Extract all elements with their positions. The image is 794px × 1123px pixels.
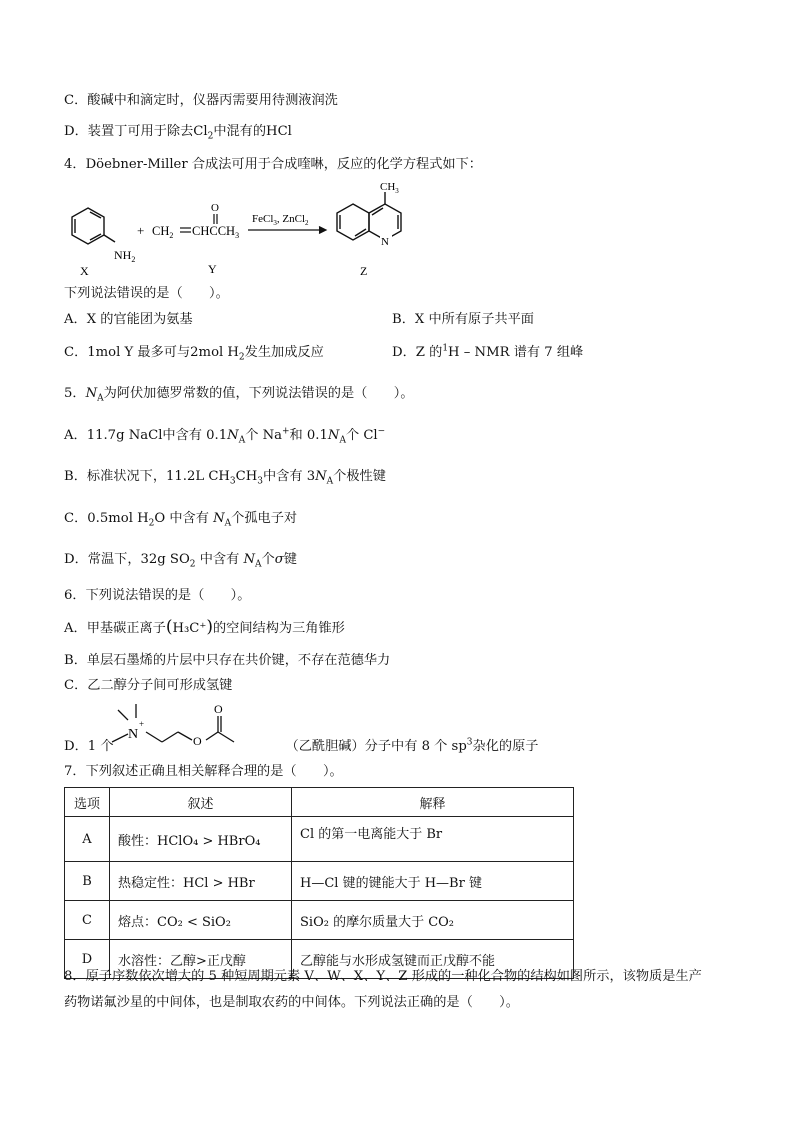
q5-option-d: D．常温下，32g $SO_2$ 中含有 $N_A$个σ键 [64, 552, 297, 570]
reaction-arrow [248, 227, 326, 234]
q4-option-c: C．1mol Y 最多可与2mol $H_2$发生加成反应 [64, 345, 324, 363]
row-desc: 酸性：HClO₄ > HBrO₄ [110, 817, 292, 862]
label-z: Z [360, 264, 368, 278]
table-header-row [65, 788, 574, 817]
q6-option-c: C．乙二醇分子间可形成氢键 [64, 678, 233, 693]
q3-option-d: D．装置丁可用于除去$Cl_2$中混有的HCl [64, 124, 292, 142]
q6-option-a: A．甲基碳正离子(H₃C⁺)的空间结构为三角锥形 [64, 617, 345, 637]
q3-option-c: C．酸碱中和滴定时，仪器丙需要用待测液润洗 [64, 93, 338, 108]
n-atom-label: N [381, 236, 389, 248]
svg-text:O: O [211, 202, 219, 214]
svg-text:O: O [193, 734, 202, 748]
q6-option-d: D．1 个 （乙酰胆碱）分子中有 8 个 $sp^3$杂化的原子 [64, 737, 539, 754]
svg-text:+: + [139, 719, 145, 729]
row-desc: 熔点：CO₂ < SiO₂ [110, 901, 292, 940]
svg-text:CH2: $CH_2$ [152, 224, 174, 240]
svg-text:+: + [137, 223, 145, 238]
row-option: D [65, 940, 110, 979]
svg-text:N: N [128, 727, 139, 742]
q6-option-b: B．单层石墨烯的片层中只存在共价键，不存在范德华力 [64, 653, 391, 668]
carbonyl-bond [214, 214, 217, 224]
q7-table [64, 787, 574, 979]
aniline-structure [72, 208, 115, 244]
row-expl: H—Cl 键的键能大于 H—Br 键 [292, 862, 574, 901]
q5-option-c: C．0.5mol $H_2O$ 中含有 $N_A$个孤电子对 [64, 511, 298, 529]
row-expl: SiO₂ 的摩尔质量大于 CO₂ [292, 901, 574, 940]
label-x: X [80, 264, 89, 278]
q4-stem: 4．Döebner-Miller 合成法可用于合成喹啉，反应的化学方程式如下： [64, 157, 482, 172]
row-desc: 水溶性：乙醇>正戊醇 [110, 940, 292, 979]
nh2-label: $NH_2$ [114, 248, 136, 264]
label-y: Y [208, 262, 217, 276]
row-expl: 乙醇能与水形成氢键而正戊醇不能 [292, 940, 574, 979]
svg-text:CHCCH3: $CHCCH_3$ [192, 224, 240, 240]
q4-option-d: D．Z 的$^1$H – NMR 谱有 7 组峰 [392, 343, 584, 360]
row-option: A [65, 817, 110, 862]
q8-stem-line2: 药物诺氟沙星的中间体，也是制取农药的中间体。下列说法正确的是（ ）。 [64, 995, 519, 1010]
double-bond [180, 228, 191, 232]
q5-option-a: A．11.7g NaCl中含有 $0.1N_A$个 Na+和 $0.1N_A$个 Cl− [64, 426, 386, 446]
row-desc: 热稳定性：HCl > HBr [110, 862, 292, 901]
row-option: C [65, 901, 110, 940]
q5-stem: 5．$N_A$为阿伏加德罗常数的值，下列说法错误的是（ ）。 [64, 386, 414, 404]
ch3-label: $CH_3$ [380, 181, 399, 195]
row-expl: Cl 的第一电离能大于 Br [292, 817, 574, 862]
q4-option-b: B．X 中所有原子共平面 [392, 312, 534, 327]
table-row [65, 901, 574, 940]
q6-stem: 6．下列说法错误的是（ ）。 [64, 588, 251, 603]
svg-text:O: O [214, 702, 223, 716]
q4-reaction-scheme [60, 178, 420, 280]
q4-ask: 下列说法错误的是（ ）。 [64, 286, 229, 301]
q4-option-a: A．X 的官能团为氨基 [64, 312, 193, 327]
header-option: 选项 [65, 788, 110, 817]
header-desc: 叙述 [110, 788, 292, 817]
header-expl: 解释 [292, 788, 574, 817]
quinoline-structure [337, 192, 401, 240]
table-row [65, 862, 574, 901]
table-row [65, 817, 574, 862]
row-option: B [65, 862, 110, 901]
q7-stem: 7．下列叙述正确且相关解释合理的是（ ）。 [64, 764, 343, 779]
reagents-label: FeCl$_3$, ZnCl$_2$ [252, 213, 309, 227]
q8-stem-line1: 8．原子序数依次增大的 5 种短周期元素 V、W、X、Y、Z 形成的一种化合物的结构如图所示，该物质是生产 [64, 969, 702, 984]
q5-option-b: B．标准状况下，11.2L $CH_3CH_3$中含有 $3N_A$个极性键 [64, 469, 386, 487]
